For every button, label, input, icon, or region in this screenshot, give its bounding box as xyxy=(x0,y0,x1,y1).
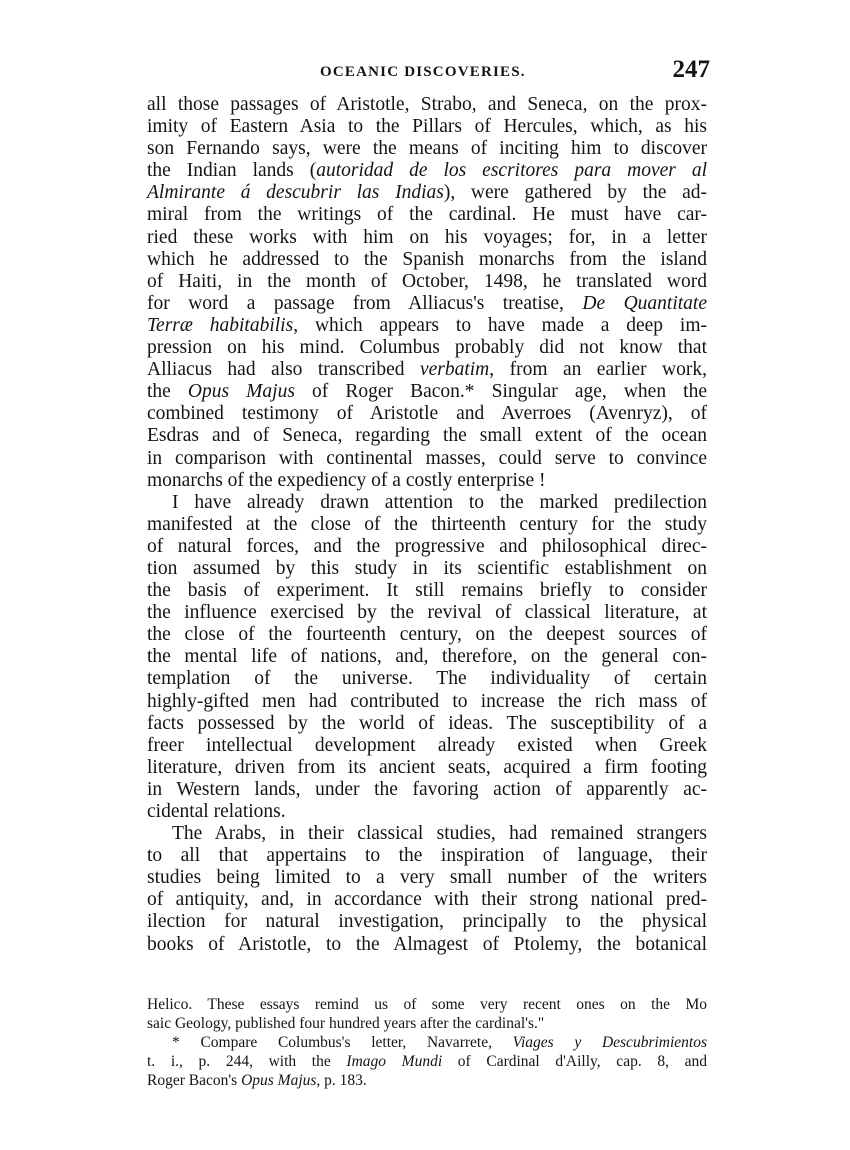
text-line: Alliacus had also transcribed verbatim, from an earlier work, xyxy=(147,359,707,381)
text-line: miral from the writings of the cardinal. He must have car- xyxy=(147,204,707,226)
text-line: Terræ habitabilis, which appears to have made a deep im- xyxy=(147,314,708,336)
text-line: manifested at the close of the thirteenth century for the study xyxy=(147,513,707,535)
text-line: pression on his mind. Columbus probably did not know that xyxy=(147,337,707,359)
text-line: facts possessed by the world of ideas. The susceptibility of a xyxy=(147,712,707,734)
footnote-line: Helico. These essays remind us of some very recent ones on the Mo xyxy=(147,996,707,1013)
text-line: monarchs of the expediency of a costly enterprise ! xyxy=(147,469,546,491)
text-line: the basis of experiment. It still remains briefly to consider xyxy=(147,580,707,602)
footnote-line: * Compare Columbus's letter, Navarrete, Viages y Descubrimientos xyxy=(172,1034,707,1051)
text-line: for word a passage from Alliacus's treatise, De Quantitate xyxy=(147,292,707,314)
text-line: which he addressed to the Spanish monarchs from the island xyxy=(147,248,707,270)
text-line: The Arabs, in their classical studies, had remained strangers xyxy=(172,823,707,845)
text-line: templation of the universe. The individuality of certain xyxy=(147,668,707,690)
text-line: tion assumed by this study in its scientific establishment on xyxy=(147,557,707,579)
text-line: all those passages of Aristotle, Strabo, and Seneca, on the prox- xyxy=(147,94,707,115)
text-line: studies being limited to a very small number of the writers xyxy=(147,867,707,889)
text-line: in comparison with continental masses, could serve to convince xyxy=(147,447,707,469)
text-line: the mental life of nations, and, therefore, on the general con- xyxy=(147,646,707,668)
text-line: Almirante á descubrir las Indias), were gathered by the ad- xyxy=(147,182,707,204)
text-line: the influence exercised by the revival of classical literature, at xyxy=(147,602,707,624)
text-line: in Western lands, under the favoring action of apparently ac- xyxy=(147,778,707,800)
text-line: ilection for natural investigation, principally to the physical xyxy=(147,911,707,933)
text-line: the Opus Majus of Roger Bacon.* Singular age, when the xyxy=(147,381,707,403)
body-text xyxy=(147,94,707,956)
text-line: of natural forces, and the progressive and philosophical direc- xyxy=(147,535,707,557)
text-line: son Fernando says, were the means of inciting him to discover xyxy=(147,138,707,160)
text-line: Esdras and of Seneca, regarding the small extent of the ocean xyxy=(147,425,707,447)
text-line: literature, driven from its ancient seats, acquired a firm footing xyxy=(147,756,707,778)
text-line: highly-gifted men had contributed to increase the rich mass of xyxy=(147,690,707,712)
text-line: cidental relations. xyxy=(147,801,286,822)
page-number: 247 xyxy=(672,56,710,83)
text-line: imity of Eastern Asia to the Pillars of Hercules, which, as his xyxy=(147,116,707,138)
footnote-line: Roger Bacon's Opus Majus, p. 183. xyxy=(147,1072,367,1089)
text-line: the close of the fourteenth century, on the deepest sources of xyxy=(147,624,707,646)
footnotes xyxy=(147,995,707,1090)
text-line: I have already drawn attention to the marked predilection xyxy=(172,491,707,513)
text-line: of Haiti, in the month of October, 1498, he translated word xyxy=(147,270,707,292)
footnote-line: saic Geology, published four hundred years after the cardinal's." xyxy=(147,1015,545,1032)
text-line: books of Aristotle, to the Almagest of Ptolemy, the botanical xyxy=(147,933,707,955)
text-line: combined testimony of Aristotle and Averroes (Avenryz), of xyxy=(147,403,707,425)
text-line: the Indian lands (autoridad de los escritores para mover al xyxy=(147,160,707,182)
page-header xyxy=(145,58,710,90)
text-line: ried these works with him on his voyages; for, in a letter xyxy=(147,226,707,248)
running-title: OCEANIC DISCOVERIES. xyxy=(320,64,526,80)
text-line: of antiquity, and, in accordance with their strong national pred- xyxy=(147,889,707,911)
footnote-line: t. i., p. 244, with the Imago Mundi of Cardinal d'Ailly, cap. 8, and xyxy=(147,1053,708,1070)
text-line: to all that appertains to the inspiration of language, their xyxy=(147,845,707,867)
text-line: freer intellectual development already existed when Greek xyxy=(147,734,707,756)
